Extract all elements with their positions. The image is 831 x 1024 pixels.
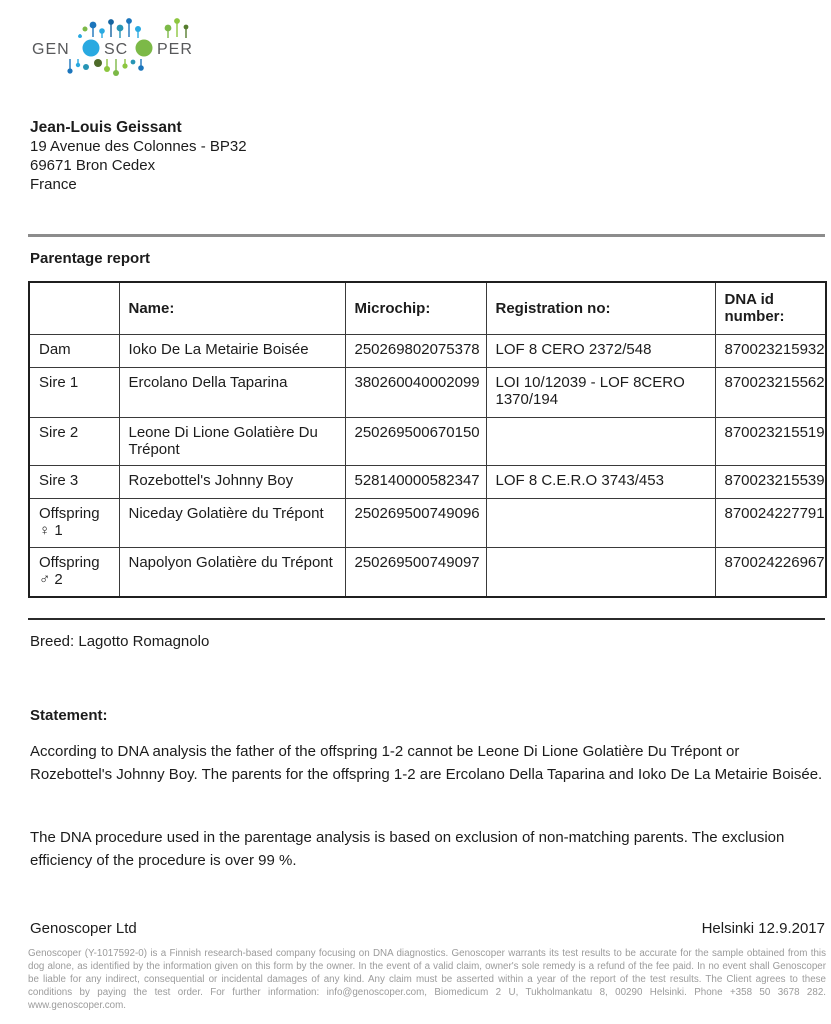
address-line: France: [30, 176, 77, 193]
logo-container: [30, 14, 825, 78]
genoscoper-logo: [30, 14, 235, 78]
cell-role: Dam: [29, 334, 119, 367]
header-microchip: Microchip:: [345, 282, 486, 334]
statement-paragraph: According to DNA analysis the father of the offspring 1-2 cannot be Leone Di Lione Golatière Du Trépont or Rozebottel's Johnny Boy. The parents for the offspring 1-2 are Ercolano Della Taparina and Ioko De La Metairie Boisée.: [30, 743, 823, 783]
brand-letters: [32, 40, 193, 59]
cell-microchip: 250269500670150: [345, 417, 486, 465]
company-name: Genoscoper Ltd: [30, 920, 137, 937]
report-title: Parentage report: [30, 250, 151, 267]
brand-segment-3: PER: [157, 41, 193, 58]
cell-dna-id: 870024226967: [715, 547, 826, 597]
cell-dna-id: 870024227791: [715, 498, 826, 547]
cell-microchip: 250269802075378: [345, 334, 486, 367]
legal-fine-print: Genoscoper (Y-1017592-0) is a Finnish research-based company focusing on DNA diagnostics. Genoscoper warrants its test results to be accurate for the sample obtained from this dog alone, as identified by the information given on this form by the owner. In the event of a valid claim, owner's sole remedy is a refund of the fee paid. In no event shall Genoscoper be liable for any indirect, consequential or incidental damages of any kind. Any claim must be asserted within a year of the report of the test results. The Client agrees to these conditions by paying the test order. For further information: info@genoscoper.com, Biomedicum 2 U, Tukholmankatu 8, 00290 Helsinki. Phone +358 50 3678 282. www.genoscoper.com.: [28, 948, 826, 1011]
cell-role: Sire 1: [29, 367, 119, 417]
cell-name: Rozebottel's Johnny Boy: [119, 465, 345, 498]
cell-name: Ercolano Della Taparina: [119, 367, 345, 417]
cell-microchip: 380260040002099: [345, 367, 486, 417]
place-and-date: Helsinki 12.9.2017: [701, 920, 825, 937]
cell-name: Leone Di Lione Golatière Du Trépont: [119, 417, 345, 465]
header-name: Name:: [119, 282, 345, 334]
address-line: 69671 Bron Cedex: [30, 157, 156, 174]
cell-registration: [486, 417, 715, 465]
recipient-address-block: [30, 118, 825, 194]
cell-registration: [486, 498, 715, 547]
cell-dna-id: 870023215562: [715, 367, 826, 417]
cell-microchip: 250269500749097: [345, 547, 486, 597]
top-divider: [28, 234, 825, 237]
table-row: [29, 465, 826, 498]
cell-dna-id: 870023215539: [715, 465, 826, 498]
table-row: [29, 498, 826, 547]
breed-line: Breed: Lagotto Romagnolo: [30, 633, 210, 650]
dna-pins-top-icon: [78, 18, 188, 38]
table-header-row: [29, 282, 826, 334]
header-registration: Registration no:: [486, 282, 715, 334]
recipient-name: Jean-Louis Geissant: [30, 119, 182, 136]
address-line: 19 Avenue des Colonnes - BP32: [30, 138, 247, 155]
cell-registration: LOI 10/12039 - LOF 8CERO 1370/194: [486, 367, 715, 417]
cell-dna-id: 870023215932: [715, 334, 826, 367]
cell-role: Sire 2: [29, 417, 119, 465]
letter-o-green-icon: [136, 40, 153, 57]
cell-registration: LOF 8 CERO 2372/548: [486, 334, 715, 367]
cell-registration: [486, 547, 715, 597]
table-row: [29, 367, 826, 417]
header-dna-id: DNA id number:: [715, 282, 826, 334]
cell-microchip: 528140000582347: [345, 465, 486, 498]
table-row: [29, 417, 826, 465]
cell-role: Offspring ♂ 2: [29, 547, 119, 597]
cell-dna-id: 870023215519: [715, 417, 826, 465]
header-role: [29, 282, 119, 334]
cell-role: Sire 3: [29, 465, 119, 498]
cell-registration: LOF 8 C.E.R.O 3743/453: [486, 465, 715, 498]
content: [28, 14, 825, 937]
cell-name: Ioko De La Metairie Boisée: [119, 334, 345, 367]
brand-segment-2: SC: [104, 41, 129, 58]
table-row: [29, 547, 826, 597]
cell-microchip: 250269500749096: [345, 498, 486, 547]
brand-segment-1: GEN: [32, 41, 70, 58]
statement-paragraph: The DNA procedure used in the parentage analysis is based on exclusion of non-matching parents. The exclusion efficiency of the procedure is over 99 %.: [30, 829, 785, 869]
dna-pins-bottom-icon: [67, 59, 143, 76]
parentage-table: [28, 281, 827, 598]
signoff-row: [30, 920, 825, 937]
cell-role: Offspring ♀ 1: [29, 498, 119, 547]
cell-name: Niceday Golatière du Trépont: [119, 498, 345, 547]
statement-heading: Statement:: [30, 707, 108, 724]
letter-o-blue-icon: [83, 40, 100, 57]
table-row: [29, 334, 826, 367]
cell-name: Napolyon Golatière du Trépont: [119, 547, 345, 597]
table-bottom-divider: [28, 618, 825, 620]
